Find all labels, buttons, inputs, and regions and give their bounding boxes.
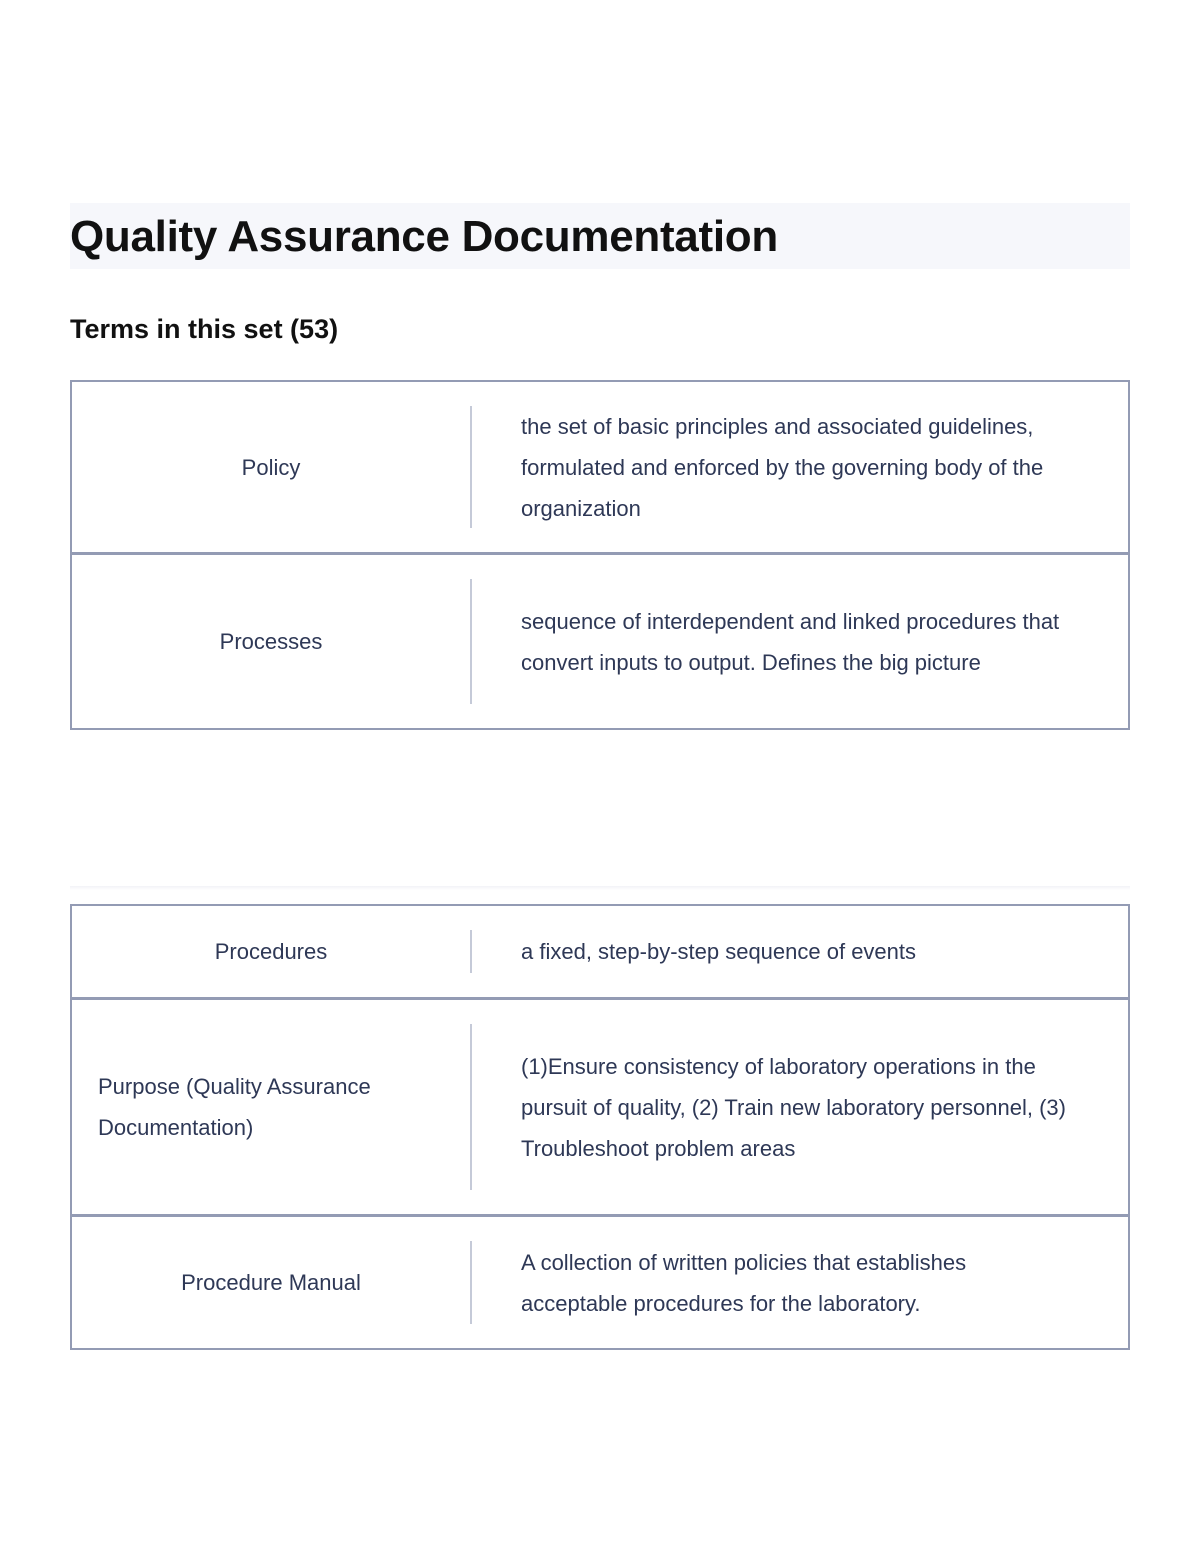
term-row: [72, 906, 1128, 1000]
term-row: [72, 1217, 1128, 1348]
term-label: Procedure Manual: [181, 1270, 361, 1295]
term-row: [72, 555, 1128, 728]
term-definition: A collection of written policies that establishes acceptable procedures for the laboratory.: [521, 1249, 967, 1316]
term-card-group-1: [70, 380, 1130, 730]
page-title: Quality Assurance Documentation: [70, 212, 778, 261]
term-label: Purpose (Quality Assurance Documentation): [98, 1074, 371, 1140]
section-separator: [70, 886, 1130, 890]
term-card-group-2: [70, 904, 1130, 1350]
term-label: Policy: [241, 454, 301, 480]
term-label: Processes: [219, 629, 323, 654]
term-definition: a fixed, step-by-step sequence of events: [521, 939, 917, 964]
term-definition: sequence of interdependent and linked procedures that convert inputs to output. Defines the big picture: [521, 608, 1060, 675]
term-row: [72, 1000, 1128, 1217]
term-definition: the set of basic principles and associated guidelines, formulated and enforced by the governing body of the organization: [521, 413, 1044, 521]
term-row: [72, 382, 1128, 555]
term-definition: (1)Ensure consistency of laboratory operations in the pursuit of quality, (2) Train new laboratory personnel, (3) Troubleshoot problem areas: [521, 1053, 1066, 1161]
term-label: Procedures: [214, 939, 328, 964]
terms-count-heading: Terms in this set (53): [70, 314, 339, 344]
